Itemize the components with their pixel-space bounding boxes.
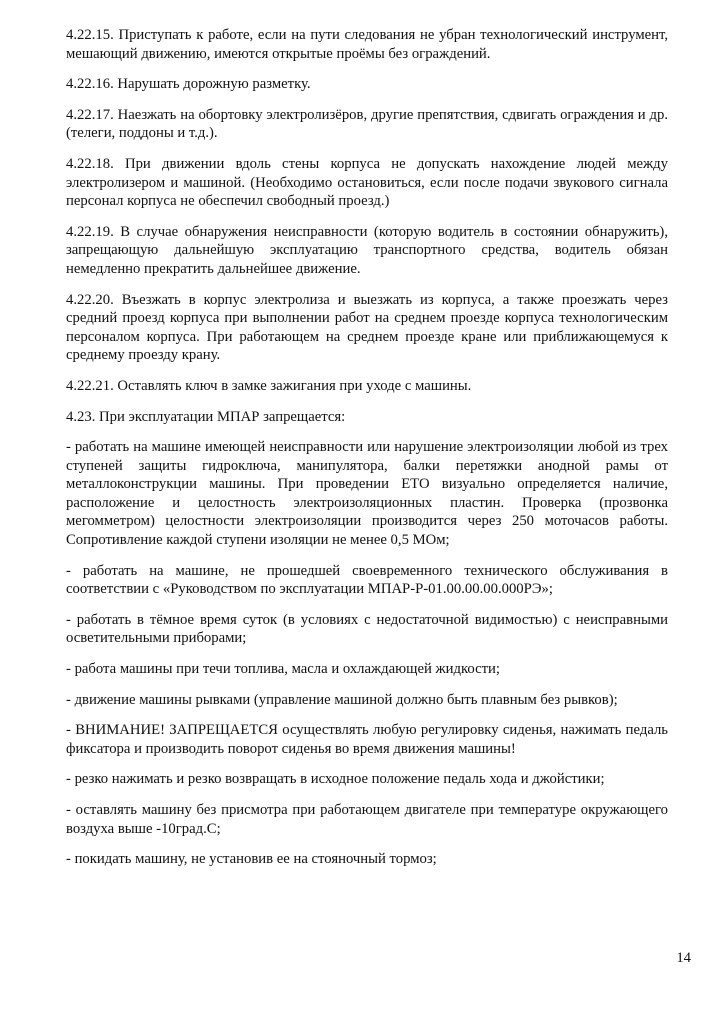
paragraph-4-22-16: 4.22.16. Нарушать дорожную разметку. bbox=[66, 76, 311, 93]
paragraph-4-22-18: 4.22.18. При движении вдоль стены корпуса не допускать нахождение людей между электролизером и машиной. (Необходимо остановиться, если после подачи звукового сигнала персонал корпуса не обеспечил свободный проезд.) bbox=[66, 155, 668, 210]
list-item-dark-time: - работать в тёмное время суток (в условиях с недостаточной видимостью) с неисправными осветительными приборами; bbox=[66, 611, 668, 647]
paragraph-4-22-19: 4.22.19. В случае обнаружения неисправности (которую водитель в состоянии обнаружить), запрещающую дальнейшую эксплуатацию транспортного средства, водитель обязан немедленно прекратить дальнейшее движение. bbox=[66, 223, 668, 277]
list-item-maintenance: - работать на машине, не прошедшей своевременного технического обслуживания в соответствии с «Руководством по эксплуатации МПАР-Р-01.00.00.00.000РЭ»; bbox=[66, 562, 668, 598]
list-item-leaks: - работа машины при течи топлива, масла и охлаждающей жидкости; bbox=[66, 661, 500, 678]
paragraph-4-23: 4.23. При эксплуатации МПАР запрещается: bbox=[66, 408, 346, 425]
paragraph-4-22-20: 4.22.20. Въезжать в корпус электролиза и выезжать из корпуса, а также проезжать через средний проезд корпуса при выполнении работ на среднем проезде корпуса технологическим персоналом корпуса. При работающем на среднем проезде кране или приближающемуся к среднему проезду крану. bbox=[66, 291, 668, 364]
page-number: 14 bbox=[676, 950, 691, 967]
list-item-jerky-movement: - движение машины рывками (управление машиной должно быть плавным без рывков); bbox=[66, 691, 618, 708]
list-item-pedal-joysticks: - резко нажимать и резко возвращать в исходное положение педаль хода и джойстики; bbox=[66, 771, 605, 788]
list-item-seat-warning: - ВНИМАНИЕ! ЗАПРЕЩАЕТСЯ осуществлять любую регулировку сиденья, нажимать педаль фиксатора и производить поворот сиденья во время движения машины! bbox=[66, 722, 668, 757]
paragraph-4-22-21: 4.22.21. Оставлять ключ в замке зажигания при уходе с машины. bbox=[66, 377, 472, 394]
paragraph-4-22-17: 4.22.17. Наезжать на обортовку электролизёров, другие препятствия, сдвигать ограждения и др. (телеги, поддоны и т.д.). bbox=[66, 106, 668, 142]
list-item-parking-brake: - покидать машину, не установив ее на стояночный тормоз; bbox=[66, 851, 437, 868]
paragraph-4-22-15: 4.22.15. Приступать к работе, если на пути следования не убран технологический инструмент, мешающий движению, имеются открытые проёмы без ограждений. bbox=[66, 27, 668, 62]
list-item-unattended-engine: - оставлять машину без присмотра при работающем двигателе при температуре окружающего воздуха выше -10град.С; bbox=[66, 802, 668, 837]
list-item-electrical-insulation: - работать на машине имеющей неисправности или нарушение электроизоляции любой из трех ступеней защиты гидроключа, манипулятора, балки перетяжки анодной рамы от металлоконструкции машины. При проведении ЕТО визуально определяется наличие, расположение и целостность электроизоляционных пластин. Проверка (прозвонка мегомметром) целостности электроизоляции производится через 250 моточасов работы. Сопротивление каждой ступени изоляции не менее 0,5 МОм; bbox=[66, 439, 668, 549]
